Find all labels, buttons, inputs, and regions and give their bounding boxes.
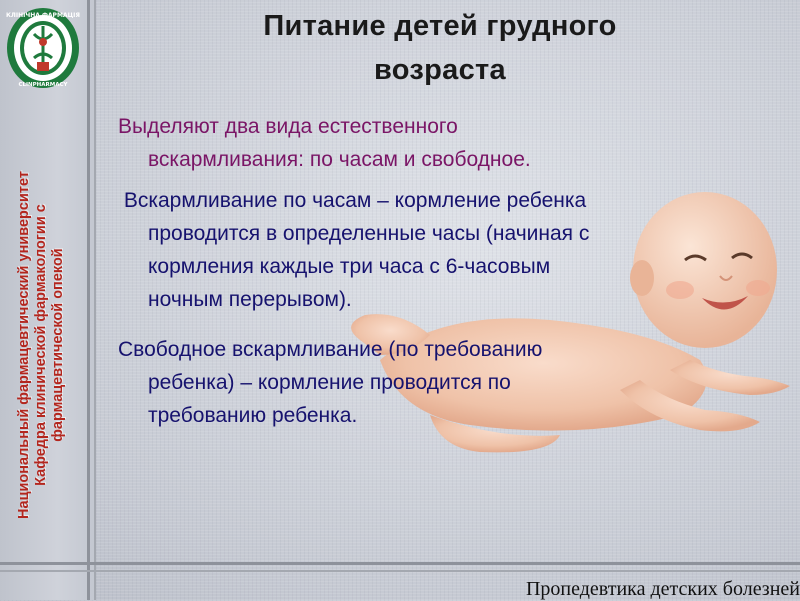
paragraph-line: проводится в определенные часы (начиная с — [148, 222, 590, 245]
paragraph-line: требованию ребенка. — [148, 404, 358, 427]
title-line-1: Питание детей грудного — [263, 10, 617, 42]
caption-department: Кафедра клинической фармакологии с — [33, 204, 49, 486]
paragraph-line: Вскармливание по часам – кормление ребенка — [118, 189, 587, 212]
caption-department-cont: фармацевтической опекой — [50, 248, 66, 442]
footer-course-title: Пропедевтика детских болезней — [525, 578, 800, 600]
title-line-2: возраста — [374, 54, 506, 86]
paragraph-line: Свободное вскармливание (по требованию — [118, 338, 543, 361]
bottom-divider-line — [0, 562, 800, 565]
left-divider-line-inner — [94, 0, 96, 600]
university-emblem-icon — [4, 6, 82, 94]
paragraph-line: ребенка) – кормление проводится по — [148, 371, 511, 394]
paragraph-line: кормления каждые три часа с 6-часовым — [148, 255, 551, 278]
slide-title — [140, 4, 740, 92]
paragraph-line: Выделяют два вида естественного — [118, 115, 458, 138]
svg-text:КЛІНІЧНА ФАРМАЦІЯ: КЛІНІЧНА ФАРМАЦІЯ — [5, 12, 81, 19]
sidebar-institution-caption — [16, 130, 76, 560]
svg-text:CLINPHARMACY: CLINPHARMACY — [18, 82, 68, 88]
paragraph-free-feeding — [118, 333, 778, 432]
bottom-divider-line-inner — [0, 570, 800, 572]
paragraph-line: вскармливания: по часам и свободное. — [148, 148, 531, 171]
left-divider-line — [87, 0, 90, 600]
caption-university: Национальный фармацевтический университет — [16, 171, 32, 519]
paragraph-feeding-types — [118, 110, 778, 176]
paragraph-line: ночным перерывом). — [148, 288, 352, 311]
paragraph-scheduled-feeding — [118, 184, 778, 316]
